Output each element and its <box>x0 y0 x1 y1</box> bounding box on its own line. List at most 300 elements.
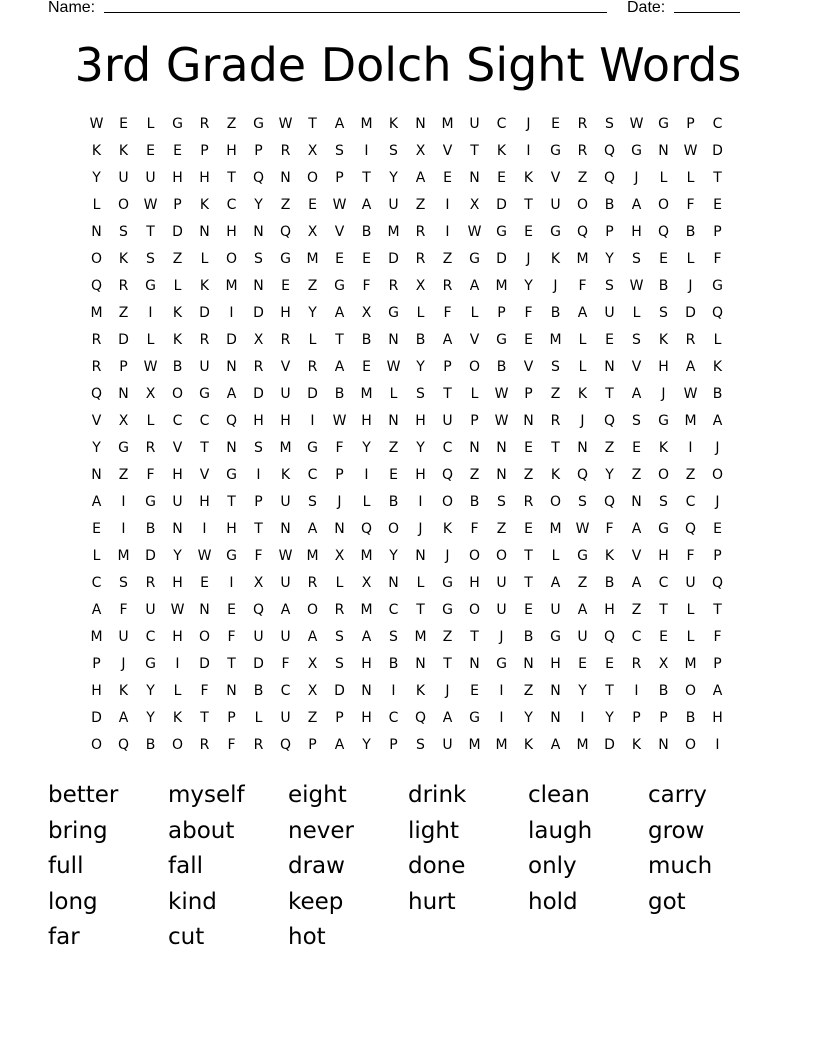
grid-letter[interactable]: B <box>685 224 696 240</box>
grid-letter[interactable]: N <box>361 683 372 699</box>
grid-letter[interactable]: T <box>200 440 209 456</box>
grid-letter[interactable]: L <box>686 629 695 645</box>
grid-letter[interactable]: Q <box>279 224 292 240</box>
grid-letter[interactable]: Z <box>388 440 399 456</box>
grid-letter[interactable]: P <box>713 224 722 240</box>
grid-letter[interactable]: D <box>334 683 345 699</box>
grid-letter[interactable]: Q <box>252 602 265 618</box>
grid-letter[interactable]: E <box>524 440 533 456</box>
grid-letter[interactable]: L <box>470 386 479 402</box>
grid-letter[interactable]: N <box>550 710 561 726</box>
grid-letter[interactable]: S <box>389 629 398 645</box>
grid-letter[interactable]: M <box>360 386 373 402</box>
grid-letter[interactable]: X <box>415 278 426 294</box>
grid-letter[interactable]: R <box>199 332 210 348</box>
grid-letter[interactable]: M <box>684 656 697 672</box>
grid-letter[interactable]: N <box>469 440 480 456</box>
grid-letter[interactable]: Y <box>146 683 155 699</box>
grid-letter[interactable]: J <box>445 548 450 564</box>
grid-letter[interactable]: G <box>307 440 318 456</box>
grid-letter[interactable]: J <box>418 521 423 537</box>
grid-letter[interactable]: A <box>226 386 237 402</box>
grid-letter[interactable]: G <box>658 116 669 132</box>
grid-letter[interactable]: C <box>226 197 237 213</box>
grid-letter[interactable]: D <box>388 251 399 267</box>
grid-letter[interactable]: E <box>389 467 398 483</box>
grid-letter[interactable]: T <box>443 386 452 402</box>
grid-letter[interactable]: I <box>445 224 450 240</box>
grid-letter[interactable]: T <box>470 629 479 645</box>
grid-letter[interactable]: P <box>254 494 263 510</box>
grid-letter[interactable]: T <box>605 386 614 402</box>
grid-letter[interactable]: S <box>605 278 614 294</box>
grid-letter[interactable]: A <box>577 602 588 618</box>
grid-letter[interactable]: U <box>199 359 210 375</box>
grid-letter[interactable]: L <box>389 386 398 402</box>
grid-letter[interactable]: G <box>226 548 237 564</box>
grid-letter[interactable]: J <box>688 278 693 294</box>
grid-letter[interactable]: F <box>146 467 155 483</box>
grid-letter[interactable]: E <box>362 359 371 375</box>
grid-letter[interactable]: Y <box>524 710 533 726</box>
grid-letter[interactable]: U <box>145 170 156 186</box>
grid-letter[interactable]: C <box>658 575 669 591</box>
grid-letter[interactable]: L <box>200 251 209 267</box>
grid-letter[interactable]: H <box>199 494 210 510</box>
grid-letter[interactable]: D <box>604 737 615 753</box>
grid-letter[interactable]: M <box>387 224 400 240</box>
grid-letter[interactable]: P <box>632 710 641 726</box>
grid-letter[interactable]: O <box>576 197 589 213</box>
grid-letter[interactable]: J <box>634 170 639 186</box>
grid-letter[interactable]: X <box>307 143 318 159</box>
grid-letter[interactable]: S <box>389 143 398 159</box>
grid-letter[interactable]: Z <box>226 116 237 132</box>
grid-letter[interactable]: S <box>578 494 587 510</box>
grid-letter[interactable]: R <box>253 359 264 375</box>
grid-letter[interactable]: N <box>334 521 345 537</box>
grid-letter[interactable]: Q <box>576 224 589 240</box>
grid-letter[interactable]: A <box>334 116 345 132</box>
grid-letter[interactable]: P <box>659 710 668 726</box>
grid-letter[interactable]: Y <box>92 170 101 186</box>
grid-letter[interactable]: I <box>580 710 585 726</box>
grid-letter[interactable]: Y <box>362 440 371 456</box>
grid-letter[interactable]: Z <box>523 467 534 483</box>
grid-letter[interactable]: Z <box>685 467 696 483</box>
grid-letter[interactable]: T <box>335 332 344 348</box>
grid-letter[interactable]: R <box>523 494 534 510</box>
grid-letter[interactable]: N <box>226 440 237 456</box>
grid-letter[interactable]: S <box>308 494 317 510</box>
grid-letter[interactable]: R <box>145 440 156 456</box>
grid-letter[interactable]: N <box>631 494 642 510</box>
grid-letter[interactable]: R <box>415 224 426 240</box>
grid-letter[interactable]: W <box>170 602 185 618</box>
grid-letter[interactable]: Y <box>92 440 101 456</box>
grid-letter[interactable]: W <box>89 116 104 132</box>
grid-letter[interactable]: F <box>362 278 371 294</box>
grid-letter[interactable]: A <box>361 629 372 645</box>
grid-letter[interactable]: O <box>171 386 184 402</box>
grid-letter[interactable]: P <box>200 143 209 159</box>
grid-letter[interactable]: L <box>686 602 695 618</box>
grid-letter[interactable]: B <box>361 224 372 240</box>
grid-letter[interactable]: E <box>578 656 587 672</box>
grid-letter[interactable]: U <box>496 575 507 591</box>
grid-letter[interactable]: O <box>657 197 670 213</box>
grid-letter[interactable]: L <box>416 305 425 321</box>
grid-letter[interactable]: E <box>119 116 128 132</box>
grid-letter[interactable]: A <box>334 359 345 375</box>
grid-letter[interactable]: U <box>280 494 291 510</box>
grid-letter[interactable]: M <box>279 440 292 456</box>
grid-letter[interactable]: D <box>118 332 129 348</box>
grid-letter[interactable]: N <box>118 386 129 402</box>
grid-letter[interactable]: U <box>550 602 561 618</box>
grid-letter[interactable]: Q <box>603 413 616 429</box>
grid-letter[interactable]: M <box>306 548 319 564</box>
grid-letter[interactable]: D <box>307 386 318 402</box>
grid-letter[interactable]: G <box>577 548 588 564</box>
grid-letter[interactable]: B <box>469 494 480 510</box>
grid-letter[interactable]: R <box>91 359 102 375</box>
grid-letter[interactable]: E <box>443 170 452 186</box>
grid-letter[interactable]: T <box>713 602 722 618</box>
grid-letter[interactable]: Y <box>578 683 587 699</box>
grid-letter[interactable]: K <box>199 278 210 294</box>
grid-letter[interactable]: I <box>256 467 261 483</box>
grid-letter[interactable]: L <box>578 359 587 375</box>
grid-letter[interactable]: B <box>145 737 156 753</box>
grid-letter[interactable]: Q <box>252 170 265 186</box>
grid-letter[interactable]: Y <box>605 710 614 726</box>
grid-letter[interactable]: F <box>281 656 290 672</box>
grid-letter[interactable]: I <box>202 521 207 537</box>
grid-letter[interactable]: V <box>469 332 480 348</box>
grid-letter[interactable]: Y <box>524 278 533 294</box>
grid-letter[interactable]: G <box>145 494 156 510</box>
grid-letter[interactable]: L <box>173 278 182 294</box>
grid-letter[interactable]: D <box>253 386 264 402</box>
grid-letter[interactable]: M <box>90 629 103 645</box>
grid-letter[interactable]: W <box>278 116 293 132</box>
grid-letter[interactable]: Q <box>657 224 670 240</box>
grid-letter[interactable]: D <box>172 224 183 240</box>
grid-letter[interactable]: P <box>686 116 695 132</box>
grid-letter[interactable]: S <box>416 386 425 402</box>
grid-letter[interactable]: H <box>361 656 372 672</box>
grid-letter[interactable]: P <box>335 170 344 186</box>
grid-letter[interactable]: I <box>148 305 153 321</box>
grid-letter[interactable]: D <box>226 332 237 348</box>
grid-letter[interactable]: M <box>441 116 454 132</box>
grid-letter[interactable]: R <box>280 143 291 159</box>
grid-letter[interactable]: O <box>171 737 184 753</box>
grid-letter[interactable]: D <box>685 305 696 321</box>
grid-letter[interactable]: Z <box>469 467 480 483</box>
grid-letter[interactable]: H <box>172 467 183 483</box>
grid-letter[interactable]: Q <box>414 710 427 726</box>
grid-letter[interactable]: M <box>360 602 373 618</box>
grid-letter[interactable]: E <box>362 251 371 267</box>
grid-letter[interactable]: N <box>199 224 210 240</box>
grid-letter[interactable]: T <box>200 710 209 726</box>
grid-letter[interactable]: U <box>496 602 507 618</box>
grid-letter[interactable]: C <box>307 467 318 483</box>
grid-letter[interactable]: M <box>225 278 238 294</box>
grid-letter[interactable]: O <box>441 494 454 510</box>
grid-letter[interactable]: R <box>334 602 345 618</box>
grid-letter[interactable]: W <box>143 197 158 213</box>
grid-letter[interactable]: E <box>173 143 182 159</box>
grid-letter[interactable]: M <box>117 548 130 564</box>
grid-letter[interactable]: L <box>146 332 155 348</box>
grid-letter[interactable]: M <box>549 521 562 537</box>
grid-letter[interactable]: S <box>119 224 128 240</box>
grid-letter[interactable]: G <box>550 629 561 645</box>
grid-letter[interactable]: E <box>524 602 533 618</box>
grid-letter[interactable]: K <box>550 467 561 483</box>
grid-letter[interactable]: E <box>497 170 506 186</box>
grid-letter[interactable]: W <box>494 413 509 429</box>
grid-letter[interactable]: I <box>229 575 234 591</box>
grid-letter[interactable]: J <box>580 413 585 429</box>
grid-letter[interactable]: G <box>631 143 642 159</box>
grid-letter[interactable]: E <box>713 521 722 537</box>
grid-letter[interactable]: F <box>686 197 695 213</box>
grid-letter[interactable]: F <box>200 683 209 699</box>
grid-letter[interactable]: Y <box>605 467 614 483</box>
grid-letter[interactable]: R <box>631 656 642 672</box>
grid-letter[interactable]: S <box>416 737 425 753</box>
grid-letter[interactable]: G <box>658 413 669 429</box>
grid-letter[interactable]: E <box>227 602 236 618</box>
grid-letter[interactable]: P <box>524 386 533 402</box>
grid-letter[interactable]: A <box>631 197 642 213</box>
grid-letter[interactable]: O <box>495 548 508 564</box>
grid-letter[interactable]: H <box>172 575 183 591</box>
grid-letter[interactable]: F <box>686 548 695 564</box>
grid-letter[interactable]: U <box>280 710 291 726</box>
grid-letter[interactable]: V <box>631 359 642 375</box>
grid-letter[interactable]: L <box>146 116 155 132</box>
grid-letter[interactable]: F <box>335 440 344 456</box>
grid-letter[interactable]: K <box>415 683 426 699</box>
grid-letter[interactable]: G <box>253 116 264 132</box>
grid-letter[interactable]: U <box>280 629 291 645</box>
grid-letter[interactable]: O <box>657 467 670 483</box>
grid-letter[interactable]: T <box>227 170 236 186</box>
grid-letter[interactable]: I <box>634 683 639 699</box>
grid-letter[interactable]: L <box>713 332 722 348</box>
grid-letter[interactable]: N <box>199 602 210 618</box>
grid-letter[interactable]: U <box>118 170 129 186</box>
grid-letter[interactable]: U <box>577 629 588 645</box>
grid-letter[interactable]: Y <box>254 197 263 213</box>
grid-letter[interactable]: H <box>172 170 183 186</box>
grid-letter[interactable]: T <box>524 548 533 564</box>
grid-letter[interactable]: C <box>145 629 156 645</box>
grid-letter[interactable]: C <box>685 494 696 510</box>
grid-letter[interactable]: G <box>469 710 480 726</box>
grid-letter[interactable]: J <box>121 656 126 672</box>
grid-letter[interactable]: T <box>146 224 155 240</box>
grid-letter[interactable]: K <box>496 143 507 159</box>
grid-letter[interactable]: E <box>605 656 614 672</box>
grid-letter[interactable]: H <box>91 683 102 699</box>
grid-letter[interactable]: R <box>307 359 318 375</box>
grid-letter[interactable]: N <box>388 332 399 348</box>
name-underline[interactable] <box>104 12 607 13</box>
grid-letter[interactable]: K <box>577 386 588 402</box>
grid-letter[interactable]: B <box>253 683 264 699</box>
grid-letter[interactable]: G <box>658 521 669 537</box>
grid-letter[interactable]: W <box>494 386 509 402</box>
grid-letter[interactable]: A <box>307 629 318 645</box>
grid-letter[interactable]: D <box>145 548 156 564</box>
grid-letter[interactable]: T <box>308 116 317 132</box>
grid-letter[interactable]: M <box>360 548 373 564</box>
grid-letter[interactable]: E <box>335 251 344 267</box>
grid-letter[interactable]: B <box>334 386 345 402</box>
grid-letter[interactable]: P <box>470 413 479 429</box>
grid-letter[interactable]: V <box>334 224 345 240</box>
grid-letter[interactable]: E <box>632 440 641 456</box>
grid-letter[interactable]: U <box>685 575 696 591</box>
grid-letter[interactable]: A <box>550 737 561 753</box>
grid-letter[interactable]: B <box>604 197 615 213</box>
grid-letter[interactable]: S <box>335 629 344 645</box>
grid-letter[interactable]: H <box>712 710 723 726</box>
grid-letter[interactable]: L <box>686 170 695 186</box>
grid-letter[interactable]: E <box>713 197 722 213</box>
grid-letter[interactable]: G <box>388 305 399 321</box>
grid-letter[interactable]: A <box>334 737 345 753</box>
grid-letter[interactable]: F <box>524 305 533 321</box>
grid-letter[interactable]: N <box>415 656 426 672</box>
grid-letter[interactable]: T <box>524 197 533 213</box>
grid-letter[interactable]: O <box>711 467 724 483</box>
grid-letter[interactable]: R <box>118 278 129 294</box>
grid-letter[interactable]: Q <box>225 413 238 429</box>
grid-letter[interactable]: N <box>415 548 426 564</box>
grid-letter[interactable]: B <box>415 332 426 348</box>
grid-letter[interactable]: K <box>199 197 210 213</box>
grid-letter[interactable]: W <box>143 359 158 375</box>
grid-letter[interactable]: B <box>658 683 669 699</box>
grid-letter[interactable]: R <box>280 332 291 348</box>
grid-letter[interactable]: I <box>121 494 126 510</box>
grid-letter[interactable]: G <box>550 224 561 240</box>
grid-letter[interactable]: Q <box>441 467 454 483</box>
grid-letter[interactable]: B <box>172 359 183 375</box>
grid-letter[interactable]: O <box>468 602 481 618</box>
grid-letter[interactable]: N <box>469 656 480 672</box>
grid-letter[interactable]: N <box>577 440 588 456</box>
grid-letter[interactable]: S <box>551 359 560 375</box>
grid-letter[interactable]: X <box>469 197 480 213</box>
grid-letter[interactable]: U <box>172 494 183 510</box>
grid-letter[interactable]: U <box>604 305 615 321</box>
grid-letter[interactable]: I <box>364 467 369 483</box>
grid-letter[interactable]: I <box>175 656 180 672</box>
grid-letter[interactable]: Z <box>280 197 291 213</box>
grid-letter[interactable]: T <box>524 575 533 591</box>
grid-letter[interactable]: V <box>442 143 453 159</box>
grid-letter[interactable]: E <box>524 332 533 348</box>
grid-letter[interactable]: J <box>337 494 342 510</box>
grid-letter[interactable]: S <box>659 494 668 510</box>
grid-letter[interactable]: P <box>227 710 236 726</box>
grid-letter[interactable]: W <box>332 197 347 213</box>
grid-letter[interactable]: T <box>605 683 614 699</box>
grid-letter[interactable]: N <box>388 575 399 591</box>
grid-letter[interactable]: O <box>117 197 130 213</box>
grid-letter[interactable]: B <box>712 386 723 402</box>
grid-letter[interactable]: U <box>280 386 291 402</box>
grid-letter[interactable]: K <box>388 116 399 132</box>
grid-letter[interactable]: D <box>199 305 210 321</box>
grid-letter[interactable]: F <box>578 278 587 294</box>
grid-letter[interactable]: H <box>199 170 210 186</box>
grid-letter[interactable]: X <box>253 575 264 591</box>
grid-letter[interactable]: Z <box>172 251 183 267</box>
grid-letter[interactable]: S <box>146 251 155 267</box>
grid-letter[interactable]: C <box>631 629 642 645</box>
grid-letter[interactable]: Q <box>360 521 373 537</box>
grid-letter[interactable]: Y <box>362 737 371 753</box>
grid-letter[interactable]: E <box>659 629 668 645</box>
grid-letter[interactable]: G <box>280 251 291 267</box>
grid-letter[interactable]: U <box>145 602 156 618</box>
grid-letter[interactable]: N <box>604 359 615 375</box>
grid-letter[interactable]: E <box>200 575 209 591</box>
grid-letter[interactable]: P <box>443 359 452 375</box>
grid-letter[interactable]: C <box>199 413 210 429</box>
grid-letter[interactable]: D <box>712 143 723 159</box>
grid-letter[interactable]: X <box>361 305 372 321</box>
grid-letter[interactable]: S <box>254 251 263 267</box>
grid-letter[interactable]: T <box>470 143 479 159</box>
grid-letter[interactable]: W <box>332 413 347 429</box>
grid-letter[interactable]: C <box>91 575 102 591</box>
grid-letter[interactable]: T <box>713 170 722 186</box>
grid-letter[interactable]: G <box>496 332 507 348</box>
grid-letter[interactable]: A <box>577 305 588 321</box>
grid-letter[interactable]: Z <box>550 386 561 402</box>
grid-letter[interactable]: T <box>416 602 425 618</box>
grid-letter[interactable]: R <box>685 332 696 348</box>
grid-letter[interactable]: A <box>91 602 102 618</box>
grid-letter[interactable]: Z <box>415 197 426 213</box>
grid-letter[interactable]: V <box>199 467 210 483</box>
grid-letter[interactable]: N <box>550 683 561 699</box>
grid-letter[interactable]: G <box>118 440 129 456</box>
grid-letter[interactable]: X <box>361 575 372 591</box>
grid-letter[interactable]: J <box>553 278 558 294</box>
grid-letter[interactable]: L <box>173 683 182 699</box>
grid-letter[interactable]: G <box>442 575 453 591</box>
grid-letter[interactable]: O <box>306 170 319 186</box>
grid-letter[interactable]: R <box>415 251 426 267</box>
grid-letter[interactable]: G <box>172 116 183 132</box>
grid-letter[interactable]: G <box>334 278 345 294</box>
grid-letter[interactable]: Q <box>603 170 616 186</box>
grid-letter[interactable]: A <box>712 683 723 699</box>
grid-letter[interactable]: K <box>91 143 102 159</box>
grid-letter[interactable]: Z <box>307 710 318 726</box>
